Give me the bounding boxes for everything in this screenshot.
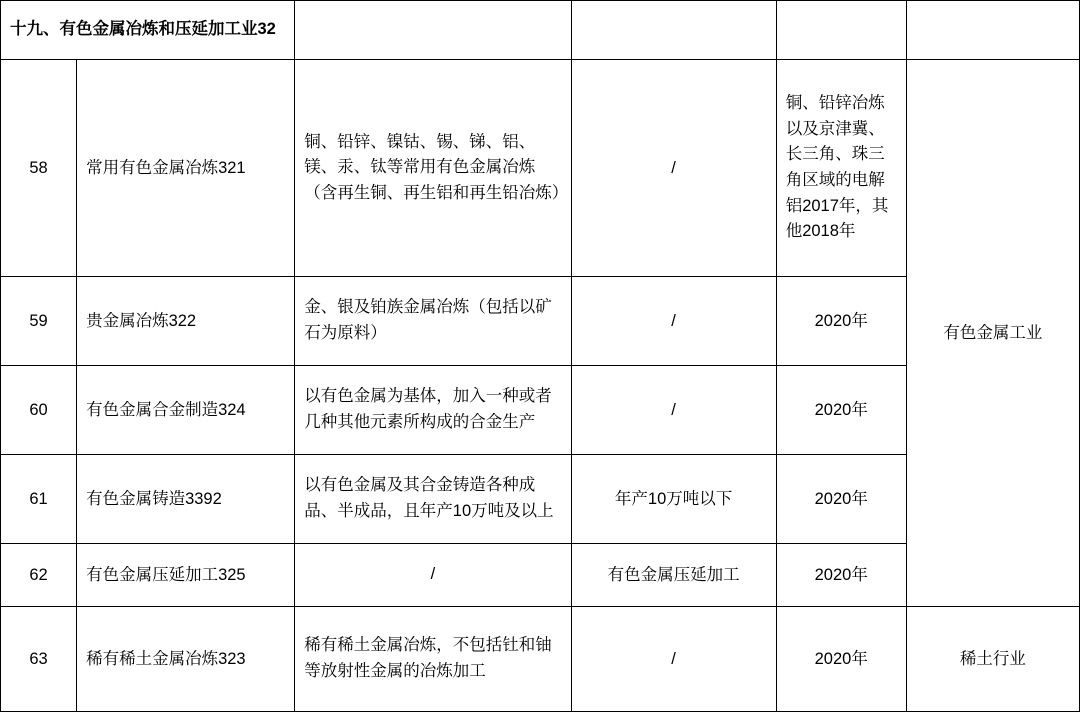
row-industry-group: 稀土行业 [906, 607, 1079, 712]
row-capacity: / [571, 277, 776, 366]
row-capacity: 有色金属压延加工 [571, 544, 776, 607]
section-header-empty-scope [295, 1, 571, 60]
row-number: 61 [1, 455, 77, 544]
row-scope: 铜、铅锌、镍钴、锡、锑、铝、镁、汞、钛等常用有色金属冶炼（含再生铜、再生铝和再生铅冶炼） [295, 60, 571, 277]
row-category-name: 有色金属压延加工325 [77, 544, 295, 607]
row-scope: / [295, 544, 571, 607]
row-capacity: / [571, 607, 776, 712]
section-header-empty-industry [906, 1, 1079, 60]
row-number: 58 [1, 60, 77, 277]
row-date: 2020年 [776, 455, 906, 544]
row-date: 2020年 [776, 607, 906, 712]
row-scope: 以有色金属及其合金铸造各种成品、半成品，且年产10万吨及以上 [295, 455, 571, 544]
row-number: 60 [1, 366, 77, 455]
table-row [1, 60, 1080, 277]
row-capacity: / [571, 366, 776, 455]
row-category-name: 贵金属冶炼322 [77, 277, 295, 366]
row-category-name: 有色金属铸造3392 [77, 455, 295, 544]
row-scope: 金、银及铂族金属冶炼（包括以矿石为原料） [295, 277, 571, 366]
row-number: 63 [1, 607, 77, 712]
row-number: 62 [1, 544, 77, 607]
row-date: 铜、铅锌冶炼以及京津冀、长三角、珠三角区域的电解铝2017年，其他2018年 [776, 60, 906, 277]
row-capacity: 年产10万吨以下 [571, 455, 776, 544]
row-number: 59 [1, 277, 77, 366]
row-date: 2020年 [776, 544, 906, 607]
section-header-empty-capacity [571, 1, 776, 60]
row-date: 2020年 [776, 366, 906, 455]
row-scope: 稀有稀土金属冶炼，不包括钍和铀等放射性金属的冶炼加工 [295, 607, 571, 712]
row-category-name: 有色金属合金制造324 [77, 366, 295, 455]
section-header-empty-date [776, 1, 906, 60]
table-row [1, 607, 1080, 712]
row-category-name: 稀有稀土金属冶炼323 [77, 607, 295, 712]
row-category-name: 常用有色金属冶炼321 [77, 60, 295, 277]
row-capacity: / [571, 60, 776, 277]
table-row-section-header [1, 1, 1080, 60]
row-scope: 以有色金属为基体，加入一种或者几种其他元素所构成的合金生产 [295, 366, 571, 455]
row-industry-group: 有色金属工业 [906, 60, 1079, 607]
section-header-cell: 十九、有色金属冶炼和压延加工业32 [1, 1, 295, 60]
row-date: 2020年 [776, 277, 906, 366]
